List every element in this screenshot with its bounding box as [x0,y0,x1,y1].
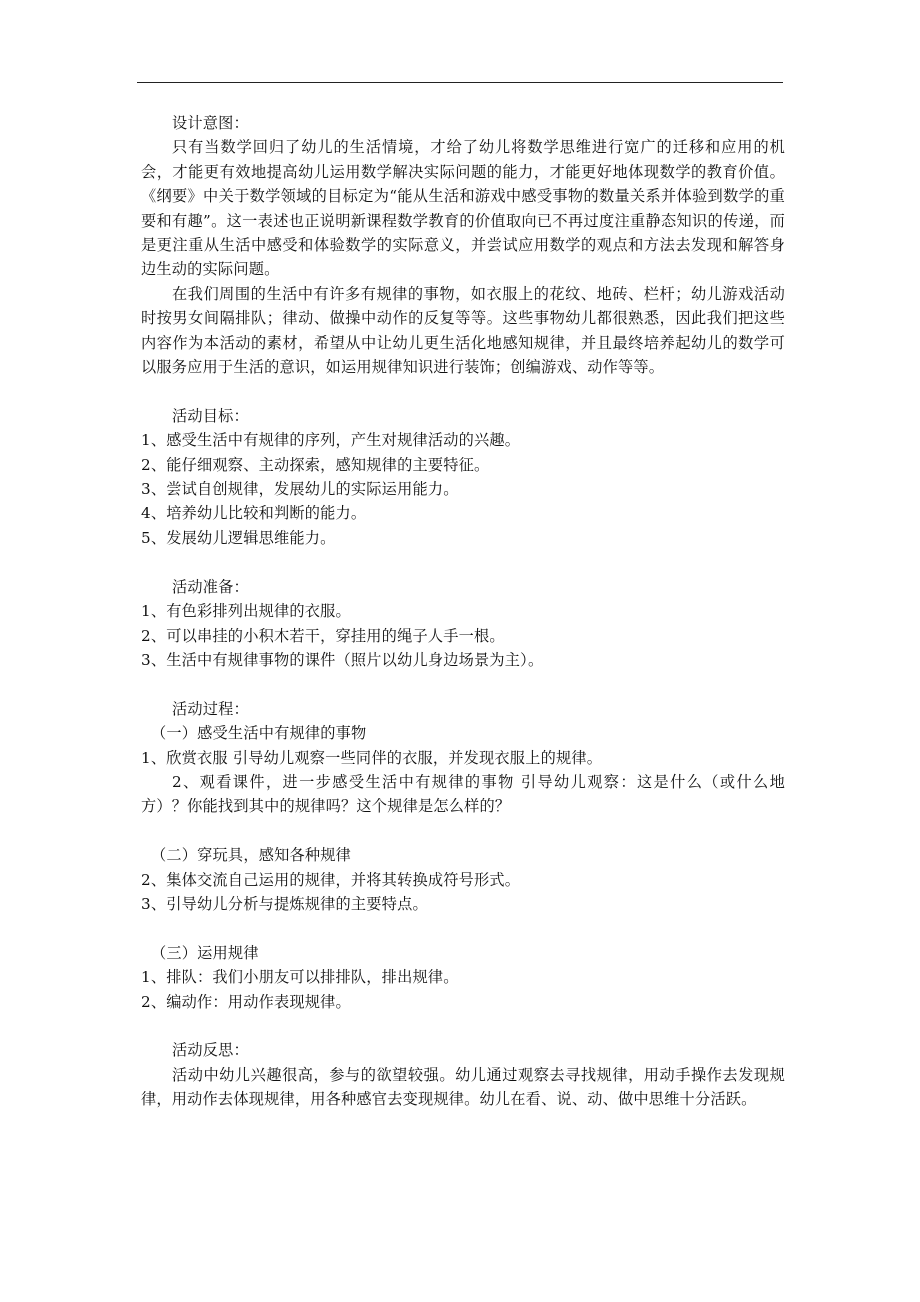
spacer [141,819,785,843]
reflection-paragraph: 活动中幼儿兴趣很高，参与的欲望较强。幼儿通过观察去寻找规律，用动手操作去发现规律，用动作去体现规律，用各种感官去变现规律。幼儿在看、说、动、做中思维十分活跃。 [141,1065,785,1109]
preparation-item: 2、可以串挂的小积木若干，穿挂用的绳子人手一根。 [141,626,505,645]
spacer [141,916,785,940]
header-rule [137,82,783,83]
process-heading: 活动过程： [172,699,249,718]
design-intent-heading: 设计意图： [172,114,249,132]
goal-item: 4、培养幼儿比较和判断的能力。 [141,504,367,523]
goal-item: 3、尝试自创规律，发展幼儿的实际运用能力。 [141,480,459,499]
goals-heading: 活动目标： [172,406,249,425]
preparation-heading: 活动准备： [172,577,249,596]
goal-item: 5、发展幼儿逻辑思维能力。 [141,528,336,547]
process-section-title: （一）感受生活中有规律的事物 [151,724,367,743]
process-section-title: （三）运用规律 [151,943,259,962]
goal-item: 2、能仔细观察、主动探索，感知规律的主要特征。 [141,455,490,474]
spacer [141,379,785,403]
process-item: 3、引导幼儿分析与提炼规律的主要特点。 [141,894,428,913]
reflection-heading: 活动反思： [172,1041,249,1060]
preparation-item: 1、有色彩排列出规律的衣服。 [141,602,351,621]
process-item: 1、欣赏衣服 引导幼儿观察一些同伴的衣服，并发现衣服上的规律。 [141,748,603,767]
process-item: 2、集体交流自己运用的规律，并将其转换成符号形式。 [141,870,521,889]
preparation-item: 3、生活中有规律事物的课件（照片以幼儿身边场景为主）。 [141,650,544,669]
design-intent-paragraph-2: 在我们周围的生活中有许多有规律的事物，如衣服上的花纹、地砖、栏杆；幼儿游戏活动时按男女间隔排队；律动、做操中动作的反复等等。这些事物幼儿都很熟悉，因此我们把这些内容作为本活动的素材，希望从中让幼儿更生活化地感知规律，并且最终培养起幼儿的数学可以服务应用于生活的意识，如运用规律知识进行装饰；创编游戏、动作等等。 [141,284,785,377]
process-item: 2、编动作：用动作表现规律。 [141,992,351,1011]
spacer [141,672,785,696]
document-body [141,111,785,1112]
goal-item: 1、感受生活中有规律的序列，产生对规律活动的兴趣。 [141,431,521,450]
spacer [141,550,785,574]
process-item: 2、观看课件，进一步感受生活中有规律的事物 引导幼儿观察：这是什么（或什么地方）？你能找到其中的规律吗？这个规律是怎么样的？ [141,772,785,816]
process-item: 1、排队：我们小朋友可以排排队，排出规律。 [141,968,459,987]
design-intent-paragraph-1: 只有当数学回归了幼儿的生活情境，才给了幼儿将数学思维进行宽广的迁移和应用的机会，才能更有效地提高幼儿运用数学解决实际问题的能力，才能更好地体现数学的教育价值。《纲要》中关于数学领域的目标定为“能从生活和游戏中感受事物的数量关系并体验到数学的重要和有趣”。这一表述也正说明新课程数学教育的价值取向已不再过度注重静态知识的传递，而是更注重从生活中感受和体验数学的实际意义，并尝试应用数学的观点和方法去发现和解答身边生动的实际问题。 [141,138,785,279]
process-section-title: （二）穿玩具，感知各种规律 [151,846,352,865]
spacer [141,1014,785,1038]
